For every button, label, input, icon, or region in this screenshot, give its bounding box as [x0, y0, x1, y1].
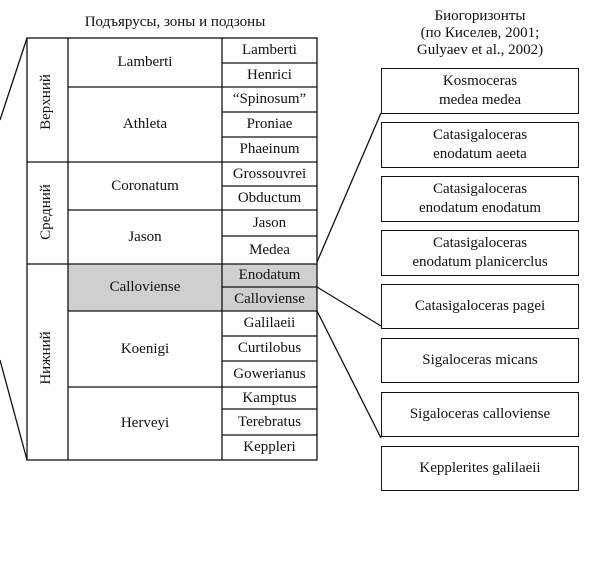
- subzone-phaeinum: Phaeinum: [239, 141, 300, 157]
- zone-athleta: Athleta: [122, 116, 168, 132]
- biohorizon-line: Catasigaloceras: [432, 235, 528, 251]
- biohorizon-line: Sigaloceras calloviense: [409, 406, 551, 422]
- zone-lamberti: Lamberti: [117, 54, 173, 70]
- zone-jason: Jason: [128, 228, 162, 245]
- biohorizon-box: [381, 122, 579, 168]
- substage-upper: Верхний: [38, 74, 54, 130]
- subzone-terebratus: Terebratus: [237, 413, 302, 430]
- subzone-grossouvrei: Grossouvrei: [232, 165, 307, 182]
- zone-coronatum: Coronatum: [111, 177, 179, 194]
- right-header-line: Gulyaev et al., 2002): [416, 42, 544, 58]
- right-header-line: Биогоризонты: [434, 8, 526, 24]
- biohorizon-line: Catasigaloceras pagei: [414, 298, 546, 314]
- zone-herveyi: Herveyi: [120, 415, 170, 431]
- biohorizon-box: [381, 176, 579, 222]
- biohorizon-box: [381, 338, 579, 383]
- right-connector-line-top: [317, 113, 381, 262]
- subzone-curtilobus: Curtilobus: [237, 340, 302, 356]
- biohorizon-line: Catasigaloceras: [432, 181, 528, 197]
- subzone-henrici: Henrici: [247, 66, 292, 83]
- biohorizon-line: enodatum enodatum: [418, 200, 542, 216]
- biohorizon-line: enodatum planicerclus: [412, 254, 548, 270]
- biohorizon-line: enodatum aeeta: [433, 146, 527, 162]
- substage-middle: Средний: [38, 184, 54, 240]
- biohorizon-box: [381, 446, 579, 491]
- subzone-lamberti: Lamberti: [242, 42, 297, 58]
- right-header-line: (по Киселев, 2001;: [420, 25, 540, 41]
- subzone-galilaeii: Galilaeii: [243, 315, 296, 331]
- subzone-proniae: Proniae: [246, 116, 293, 132]
- subzone-spinosum: “Spinosum”: [232, 91, 307, 107]
- subzone-kamptus: Kamptus: [242, 389, 297, 406]
- subzone-medea: Medea: [249, 241, 290, 258]
- biohorizon-line: Catasigaloceras: [432, 127, 528, 143]
- biohorizon-line: medea medea: [438, 92, 522, 108]
- subzone-obductum: Obductum: [237, 189, 302, 206]
- left-connector-line: [0, 38, 27, 120]
- zone-koenigi: Koenigi: [120, 340, 170, 357]
- right-connector-line-mid: [317, 287, 381, 326]
- biohorizon-box: [381, 230, 579, 276]
- left-connector-line: [0, 360, 27, 460]
- subzone-keppleri: Keppleri: [243, 439, 296, 455]
- biohorizon-box: [381, 68, 579, 114]
- subzone-gowerianus: Gowerianus: [233, 365, 306, 382]
- zone-calloviense: Calloviense: [109, 279, 181, 295]
- subzone-calloviense: Calloviense: [234, 290, 305, 307]
- biohorizon-line: Kepplerites galilaeii: [419, 460, 541, 476]
- biohorizon-line: Kosmoceras: [442, 73, 518, 89]
- substage-lower: Нижний: [38, 331, 54, 385]
- biohorizon-line: Sigaloceras micans: [422, 352, 538, 368]
- biohorizon-box: [381, 392, 579, 437]
- left-header: Подъярусы, зоны и подзоны: [84, 14, 266, 30]
- subzone-jason: Jason: [252, 214, 287, 231]
- right-connector-line-bottom: [317, 311, 381, 438]
- subzone-enodatum: Enodatum: [238, 267, 301, 283]
- table-frame: [27, 38, 317, 460]
- biohorizon-box: [381, 284, 579, 329]
